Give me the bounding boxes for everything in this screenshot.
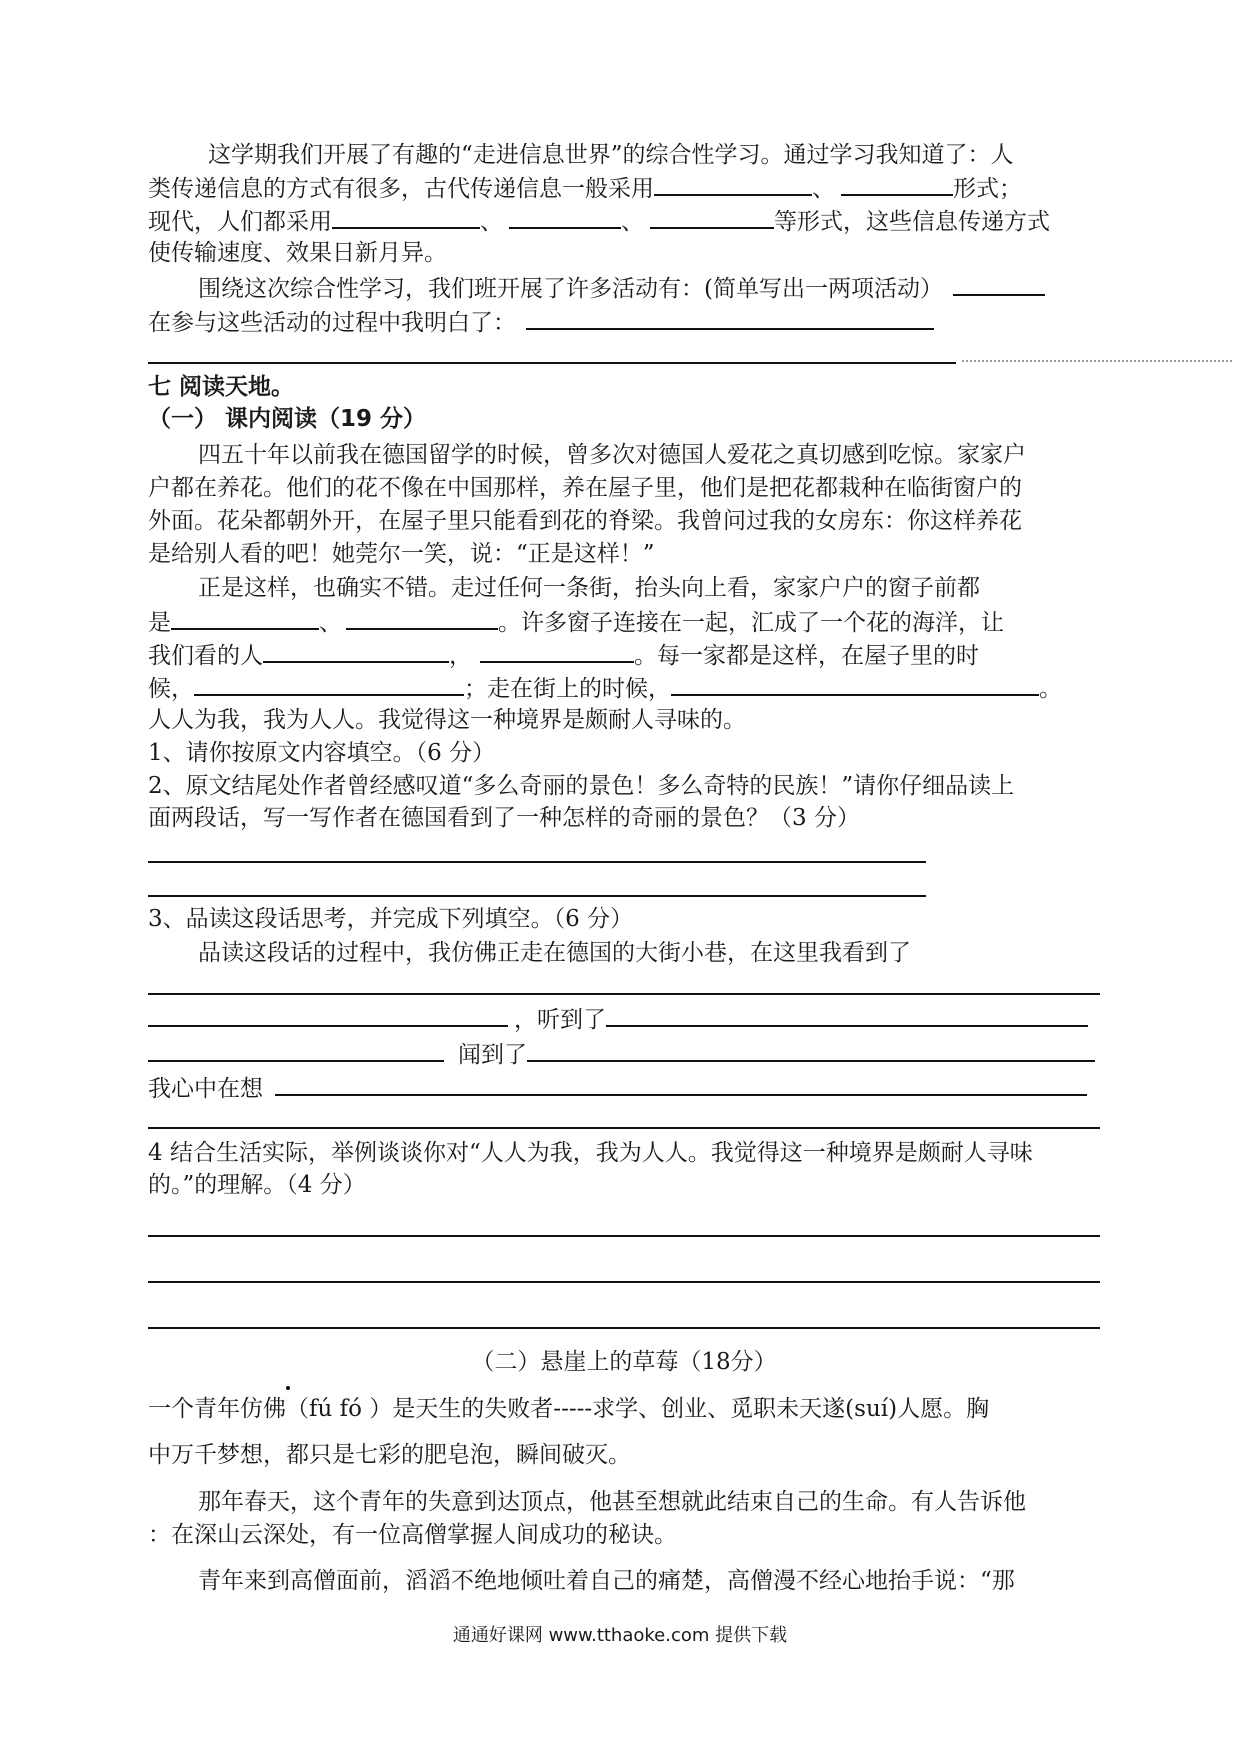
passage2-line3: 那年春天，这个青年的失意到达顶点，他甚至想就此结束自己的生命。有人告诉他	[198, 1489, 1026, 1515]
para2-line3	[148, 639, 1104, 671]
s6-line2-text: 类传递信息的方式有很多，古代传递信息一般采用	[148, 176, 654, 202]
s6-line3-end: 等形式，这些信息传递方式	[774, 209, 1050, 235]
blank-modern-3[interactable]	[650, 205, 774, 229]
blank-street[interactable]	[671, 672, 1039, 696]
para1-line3: 外面。花朵都朝外开，在屋子里只能看到花的脊梁。我曾问过我的女房东：你这样养花	[148, 508, 1022, 534]
para2-line3-sep: ，	[449, 643, 472, 669]
section7-title: 七 阅读天地。	[148, 374, 295, 400]
s6-line4: 使传输速度、效果日新月异。	[148, 240, 447, 266]
blank-heard[interactable]	[606, 1003, 1088, 1027]
emphasis-dot	[286, 1386, 290, 1390]
para2-line5: 人人为我，我为人人。我觉得这一种境界是颇耐人寻味的。	[148, 707, 746, 733]
para2-line4-a: 候，	[148, 676, 194, 702]
blank-viewer-1[interactable]	[263, 639, 449, 663]
para2-line2-a: 是	[148, 610, 171, 636]
dotted-divider	[962, 360, 1232, 362]
s6-line3-sep2: 、	[621, 209, 644, 235]
para2-line2-sep: 、	[319, 610, 342, 636]
question4-line2: 的。”的理解。（4 分）	[148, 1172, 366, 1198]
para2-line4-b: ；走在街上的时候，	[464, 676, 671, 702]
answer-line-q4-3[interactable]	[148, 1327, 1100, 1329]
question3-heard-line	[148, 1003, 1104, 1035]
s6-line5-text: 围绕这次综合性学习，我们班开展了许多活动有：(简单写出一两项活动）	[198, 276, 943, 302]
answer-line-q2-2[interactable]	[148, 895, 926, 897]
para2-line1: 正是这样，也确实不错。走过任何一条街，抬头向上看，家家户户的窗子前都	[198, 575, 980, 601]
para1-line1: 四五十年以前我在德国留学的时候，曾多次对德国人爱花之真切感到吃惊。家家户	[198, 442, 1026, 468]
answer-line-saw[interactable]	[148, 993, 1100, 995]
para2-line3-c: 。每一家都是这样，在屋子里的时	[634, 643, 979, 669]
smelled-label: 闻到了	[458, 1042, 527, 1068]
s6-line6-text: 在参与这些活动的过程中我明白了：	[148, 310, 516, 336]
para2-line3-a: 我们看的人	[148, 643, 263, 669]
s6-line3-text: 现代，人们都采用	[148, 209, 332, 235]
passage2-title: （二）悬崖上的草莓（18分）	[471, 1349, 777, 1375]
s6-line2-sep: 、	[812, 176, 835, 202]
s6-line2-end: 形式；	[953, 176, 1022, 202]
section7-sub1: （一） 课内阅读（19 分）	[148, 406, 427, 432]
s6-line5	[198, 272, 1154, 304]
passage2-line4: ：在深山云深处，有一位高僧掌握人间成功的秘诀。	[148, 1522, 677, 1548]
para1-line4: 是给别人看的吧！她莞尔一笑，说：“正是这样！”	[148, 541, 655, 567]
para1-line2: 户都在养花。他们的花不像在中国那样，养在屋子里，他们是把花都栽种在临街窗户的	[148, 475, 1022, 501]
heard-label: ，听到了	[514, 1007, 606, 1033]
answer-line-q4-1[interactable]	[148, 1235, 1100, 1237]
blank-ancient-2[interactable]	[841, 172, 953, 196]
blank-activity[interactable]	[953, 272, 1045, 296]
blank-modern-2[interactable]	[509, 205, 621, 229]
blank-indoors[interactable]	[194, 672, 464, 696]
question3-think-line	[148, 1072, 1104, 1104]
question3-line1: 品读这段话的过程中，我仿佛正走在德国的大街小巷，在这里我看到了	[198, 940, 911, 966]
s6-line3	[148, 205, 1104, 237]
passage2-line1: 一个青年仿佛（fú fó ）是天生的失败者-----求学、创业、觅职未天遂(suí)人愿。胸	[148, 1396, 990, 1422]
s6-line6	[148, 306, 1104, 338]
answer-line-q2-1[interactable]	[148, 861, 926, 863]
para2-line4-c: 。	[1039, 676, 1062, 702]
answer-line-understood[interactable]	[148, 362, 956, 364]
blank-think[interactable]	[275, 1072, 1087, 1096]
question1: 1、请你按原文内容填空。（6 分）	[148, 740, 496, 766]
blank-saw-2[interactable]	[148, 1003, 508, 1027]
question2-line1: 2、原文结尾处作者曾经感叹道“多么奇丽的景色！多么奇特的民族！”请你仔细品读上	[148, 773, 1015, 799]
blank-modern-1[interactable]	[332, 205, 480, 229]
passage2-line5: 青年来到高僧面前，滔滔不绝地倾吐着自己的痛楚，高僧漫不经心地抬手说：“那	[198, 1568, 1015, 1594]
footer-source: 通通好课网 www.tthaoke.com 提供下载	[452, 1625, 788, 1646]
blank-heard-2[interactable]	[148, 1038, 444, 1062]
question3: 3、品读这段话思考，并完成下列填空。（6 分）	[148, 906, 634, 932]
blank-understood[interactable]	[526, 306, 934, 330]
para2-line4	[148, 672, 1104, 704]
s6-line2	[148, 172, 1104, 204]
blank-window-1[interactable]	[171, 606, 319, 630]
blank-viewer-2[interactable]	[480, 639, 634, 663]
blank-smelled[interactable]	[527, 1038, 1095, 1062]
question4-line1: 4 结合生活实际，举例谈谈你对“人人为我，我为人人。我觉得这一种境界是颇耐人寻味	[148, 1140, 1033, 1166]
answer-line-q4-2[interactable]	[148, 1281, 1100, 1283]
question3-smelled-line	[148, 1038, 1104, 1070]
blank-window-2[interactable]	[346, 606, 498, 630]
para2-line2	[148, 606, 1104, 638]
passage2-line2: 中万千梦想，都只是七彩的肥皂泡，瞬间破灭。	[148, 1442, 631, 1468]
think-label: 我心中在想	[148, 1076, 263, 1102]
question2-line2: 面两段话，写一写作者在德国看到了一种怎样的奇丽的景色？（3 分）	[148, 805, 860, 831]
s6-line1: 这学期我们开展了有趣的“走进信息世界”的综合性学习。通过学习我知道了：人	[208, 142, 1014, 168]
blank-ancient-1[interactable]	[654, 172, 812, 196]
s6-line3-sep1: 、	[480, 209, 503, 235]
para2-line2-c: 。许多窗子连接在一起，汇成了一个花的海洋，让	[498, 610, 1004, 636]
answer-line-think-2[interactable]	[148, 1127, 1100, 1129]
